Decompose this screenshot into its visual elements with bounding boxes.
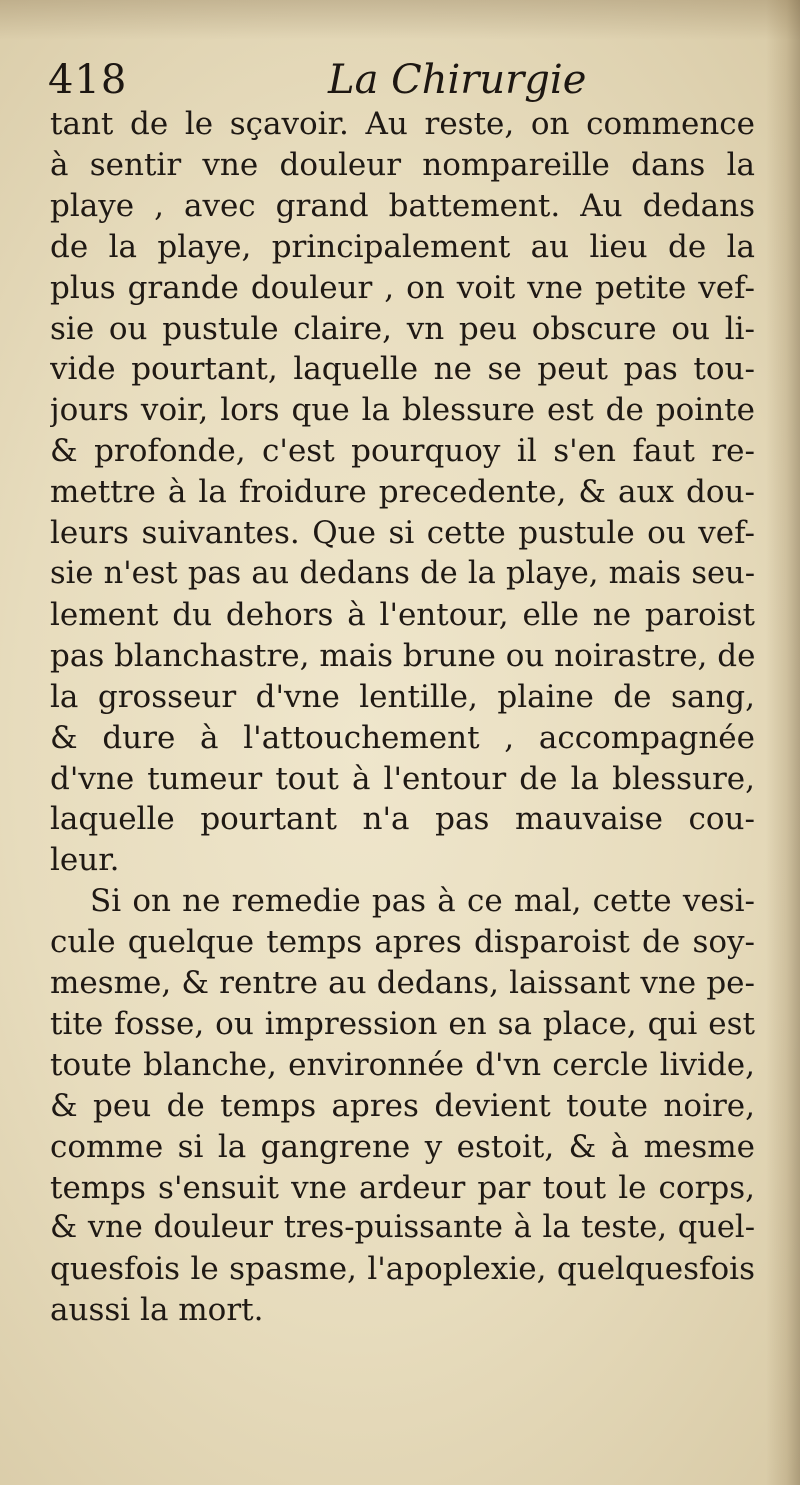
text-line: sie ou pustule claire, vn peu obscure ou li- (50, 310, 755, 347)
text-line: & peu de temps apres devient toute noire, (50, 1087, 755, 1124)
text-line: & vne douleur tres-puissante à la teste, quel- (50, 1210, 755, 1246)
text-line: plus grande douleur , on voit vne petite vef- (50, 269, 755, 306)
text-line: à sentir vne douleur nompareille dans la (50, 146, 755, 183)
text-line: tite fosse, ou impression en sa place, qui est (50, 1005, 755, 1042)
text-line: de la playe, principalement au lieu de la (50, 228, 755, 265)
page-shadow-right (766, 0, 800, 1485)
page-number: 418 (48, 57, 128, 103)
text-line: Si on ne remedie pas à ce mal, cette vesi- (90, 883, 755, 920)
text-line: mettre à la froidure precedente, & aux dou- (50, 474, 755, 511)
text-line: cule quelque temps apres disparoist de soy- (50, 924, 755, 961)
text-line: leurs suivantes. Que si cette pustule ou vef- (50, 515, 755, 552)
running-title: La Chirurgie (328, 57, 587, 103)
text-line: leur. (50, 842, 120, 879)
text-line: pas blanchastre, mais brune ou noirastre, de (50, 637, 755, 674)
text-line: playe , avec grand battement. Au dedans (50, 187, 755, 224)
text-line: la grosseur d'vne lentille, plaine de sang, (50, 678, 755, 715)
page-header (48, 52, 748, 108)
text-line: mesme, & rentre au dedans, laissant vne pe- (50, 965, 755, 1002)
text-line: sie n'est pas au dedans de la playe, mais seu- (50, 555, 755, 591)
text-line: laquelle pourtant n'a pas mauvaise cou- (50, 801, 755, 838)
text-line: vide pourtant, laquelle ne se peut pas tou- (50, 351, 755, 388)
text-line: toute blanche, environnée d'vn cercle livide, (50, 1046, 755, 1083)
text-line: & dure à l'attouchement , accompagnée (50, 719, 755, 756)
text-line: jours voir, lors que la blessure est de pointe (50, 392, 755, 429)
text-line: quesfois le spasme, l'apoplexie, quelquesfois (50, 1251, 755, 1288)
text-line: & profonde, c'est pourquoy il s'en faut re- (50, 433, 755, 470)
text-line: comme si la gangrene y estoit, & à mesme (50, 1128, 755, 1165)
text-line: lement du dehors à l'entour, elle ne paroist (50, 596, 755, 633)
text-line: temps s'ensuit vne ardeur par tout le corps, (50, 1169, 755, 1206)
text-body (50, 104, 755, 1331)
text-line: d'vne tumeur tout à l'entour de la blessure, (50, 760, 755, 797)
text-line: aussi la mort. (50, 1292, 264, 1329)
page-shadow-top (0, 0, 800, 40)
text-line: tant de le sçavoir. Au reste, on commence (50, 106, 755, 142)
